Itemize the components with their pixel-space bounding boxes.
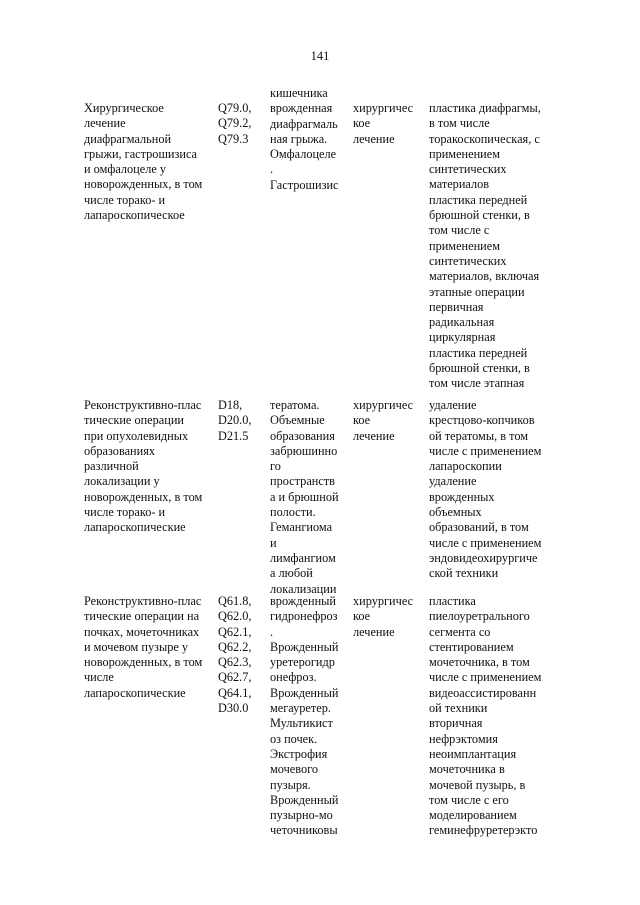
row1-patient-model: кишечника врожденная диафрагмаль ная грыжа. Омфалоцеле . Гастрошизис [270, 86, 339, 192]
row3-treatment-type: хирургичес кое лечение [353, 594, 414, 639]
page-number: 141 [310, 49, 330, 63]
row1-procedure-name: Хирургическое лечение диафрагмальной грыжи, гастрошизиса и омфалоцеле у новорожденных, в том числе торако- и лапароскопическое [84, 101, 203, 223]
row2-treatment-method: удаление крестцово-копчиков ой тератомы, в том числе с применением лапароскопии удаление врожденных объемных образований, в том числе с применением эндовидеохирургиче ской техники [429, 398, 542, 581]
row2-procedure-name: Реконструктивно-плас тические операции при опухолевидных образованиях различной локализации у новорожденных, в том числе торако- и лапароскопические [84, 398, 203, 535]
row1-treatment-method: пластика диафрагмы, в том числе торакоскопическая, с применением синтетических материалов пластика передней брюшной стенки, в том числе с применением синтетических материалов, включая этапные операции первичная радикальная циркулярная пластика передней брюшной стенки, в том числе этапная [429, 101, 541, 391]
row2-patient-model: тератома. Объемные образования забрюшинно го пространств а и брюшной полости. Гемангиома и лимфангиом а любой локализации [270, 398, 339, 596]
row1-treatment-type: хирургичес кое лечение [353, 101, 414, 146]
row3-procedure-name: Реконструктивно-плас тические операции на почках, мочеточниках и мочевом пузыре у новорожденных, в том числе лапароскопические [84, 594, 203, 700]
row1-icd-codes: Q79.0, Q79.2, Q79.3 [218, 101, 252, 146]
row3-icd-codes: Q61.8, Q62.0, Q62.1, Q62.2, Q62.3, Q62.7, Q64.1, D30.0 [218, 594, 252, 716]
row3-patient-model: врожденный гидронефроз . Врожденный уретерогидр онефроз. Врожденный мегауретер. Мультикист оз почек. Экстрофия мочевого пузыря. Врожденный пузырно-мо четочниковы [270, 594, 339, 838]
row2-icd-codes: D18, D20.0, D21.5 [218, 398, 252, 443]
row2-treatment-type: хирургичес кое лечение [353, 398, 414, 443]
row3-treatment-method: пластика пиелоуретрального сегмента со стентированием мочеточника, в том числе с применением видеоассистированн ой техники вторичная нефрэктомия неоимплантация мочеточника в мочевой пузырь, в том числе с его моделированием геминефруретерэкто [429, 594, 542, 838]
